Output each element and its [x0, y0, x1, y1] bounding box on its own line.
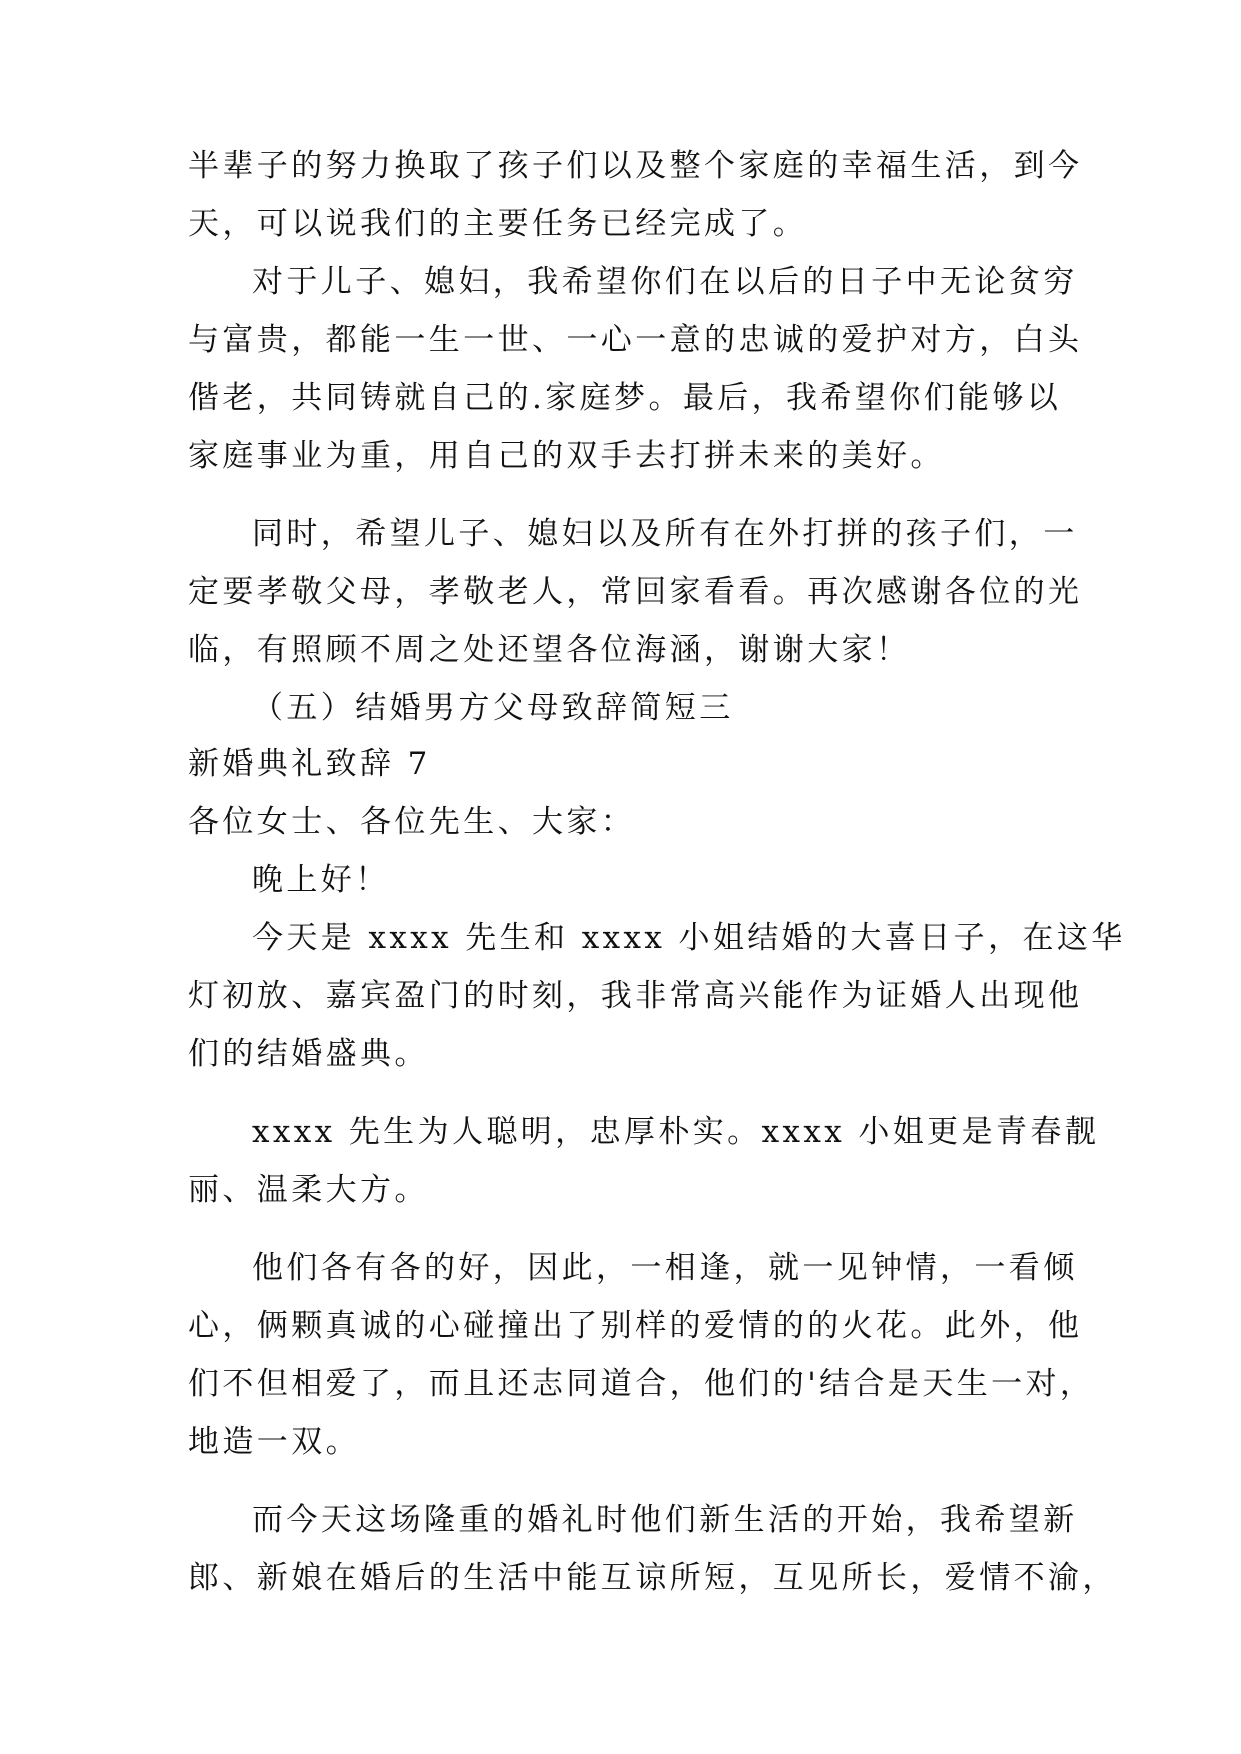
greeting: 晚上好！ [252, 862, 390, 898]
text-line: 他们各有各的好，因此，一相逢，就一见钟情，一看倾 [252, 1250, 1078, 1286]
text-line: 们的结婚盛典。 [188, 1036, 429, 1072]
text-line: 灯初放、嘉宾盈门的时刻，我非常高兴能作为证婚人出现他 [188, 978, 1083, 1014]
salutation: 各位女士、各位先生、大家： [188, 804, 636, 840]
text-line: 临，有照顾不周之处还望各位海涵，谢谢大家！ [188, 632, 911, 668]
text-line: 地造一双。 [188, 1424, 360, 1460]
section-heading: （五）结婚男方父母致辞简短三 [252, 690, 734, 726]
text-line: 丽、温柔大方。 [188, 1172, 429, 1208]
text-line: 定要孝敬父母，孝敬老人，常回家看看。再次感谢各位的光 [188, 574, 1083, 610]
text-line: 心，俩颗真诚的心碰撞出了别样的爱情的的火花。此外，他 [188, 1308, 1083, 1344]
text-line: xxxx 先生为人聪明，忠厚朴实。xxxx 小姐更是青春靓 [252, 1114, 1100, 1150]
text-line: 天，可以说我们的主要任务已经完成了。 [188, 206, 808, 242]
text-line: 而今天这场隆重的婚礼时他们新生活的开始，我希望新 [252, 1502, 1078, 1538]
text-line: 对于儿子、媳妇，我希望你们在以后的日子中无论贫穷 [252, 264, 1078, 300]
text-line: 今天是 xxxx 先生和 xxxx 小姐结婚的大喜日子，在这华 [252, 920, 1126, 956]
text-line: 同时，希望儿子、媳妇以及所有在外打拼的孩子们，一 [252, 516, 1078, 552]
text-line: 偕老，共同铸就自己的.家庭梦。最后，我希望你们能够以 [188, 380, 1062, 416]
text-line: 郎、新娘在婚后的生活中能互谅所短，互见所长，爱情不渝， [188, 1560, 1117, 1596]
text-line: 半辈子的努力换取了孩子们以及整个家庭的幸福生活，到今 [188, 148, 1083, 184]
document-title: 新婚典礼致辞 7 [188, 746, 431, 782]
text-line: 们不但相爱了，而且还志同道合，他们的'结合是天生一对， [188, 1366, 1095, 1402]
text-line: 与富贵，都能一生一世、一心一意的忠诚的爱护对方，白头 [188, 322, 1083, 358]
text-line: 家庭事业为重，用自己的双手去打拼未来的美好。 [188, 438, 945, 474]
